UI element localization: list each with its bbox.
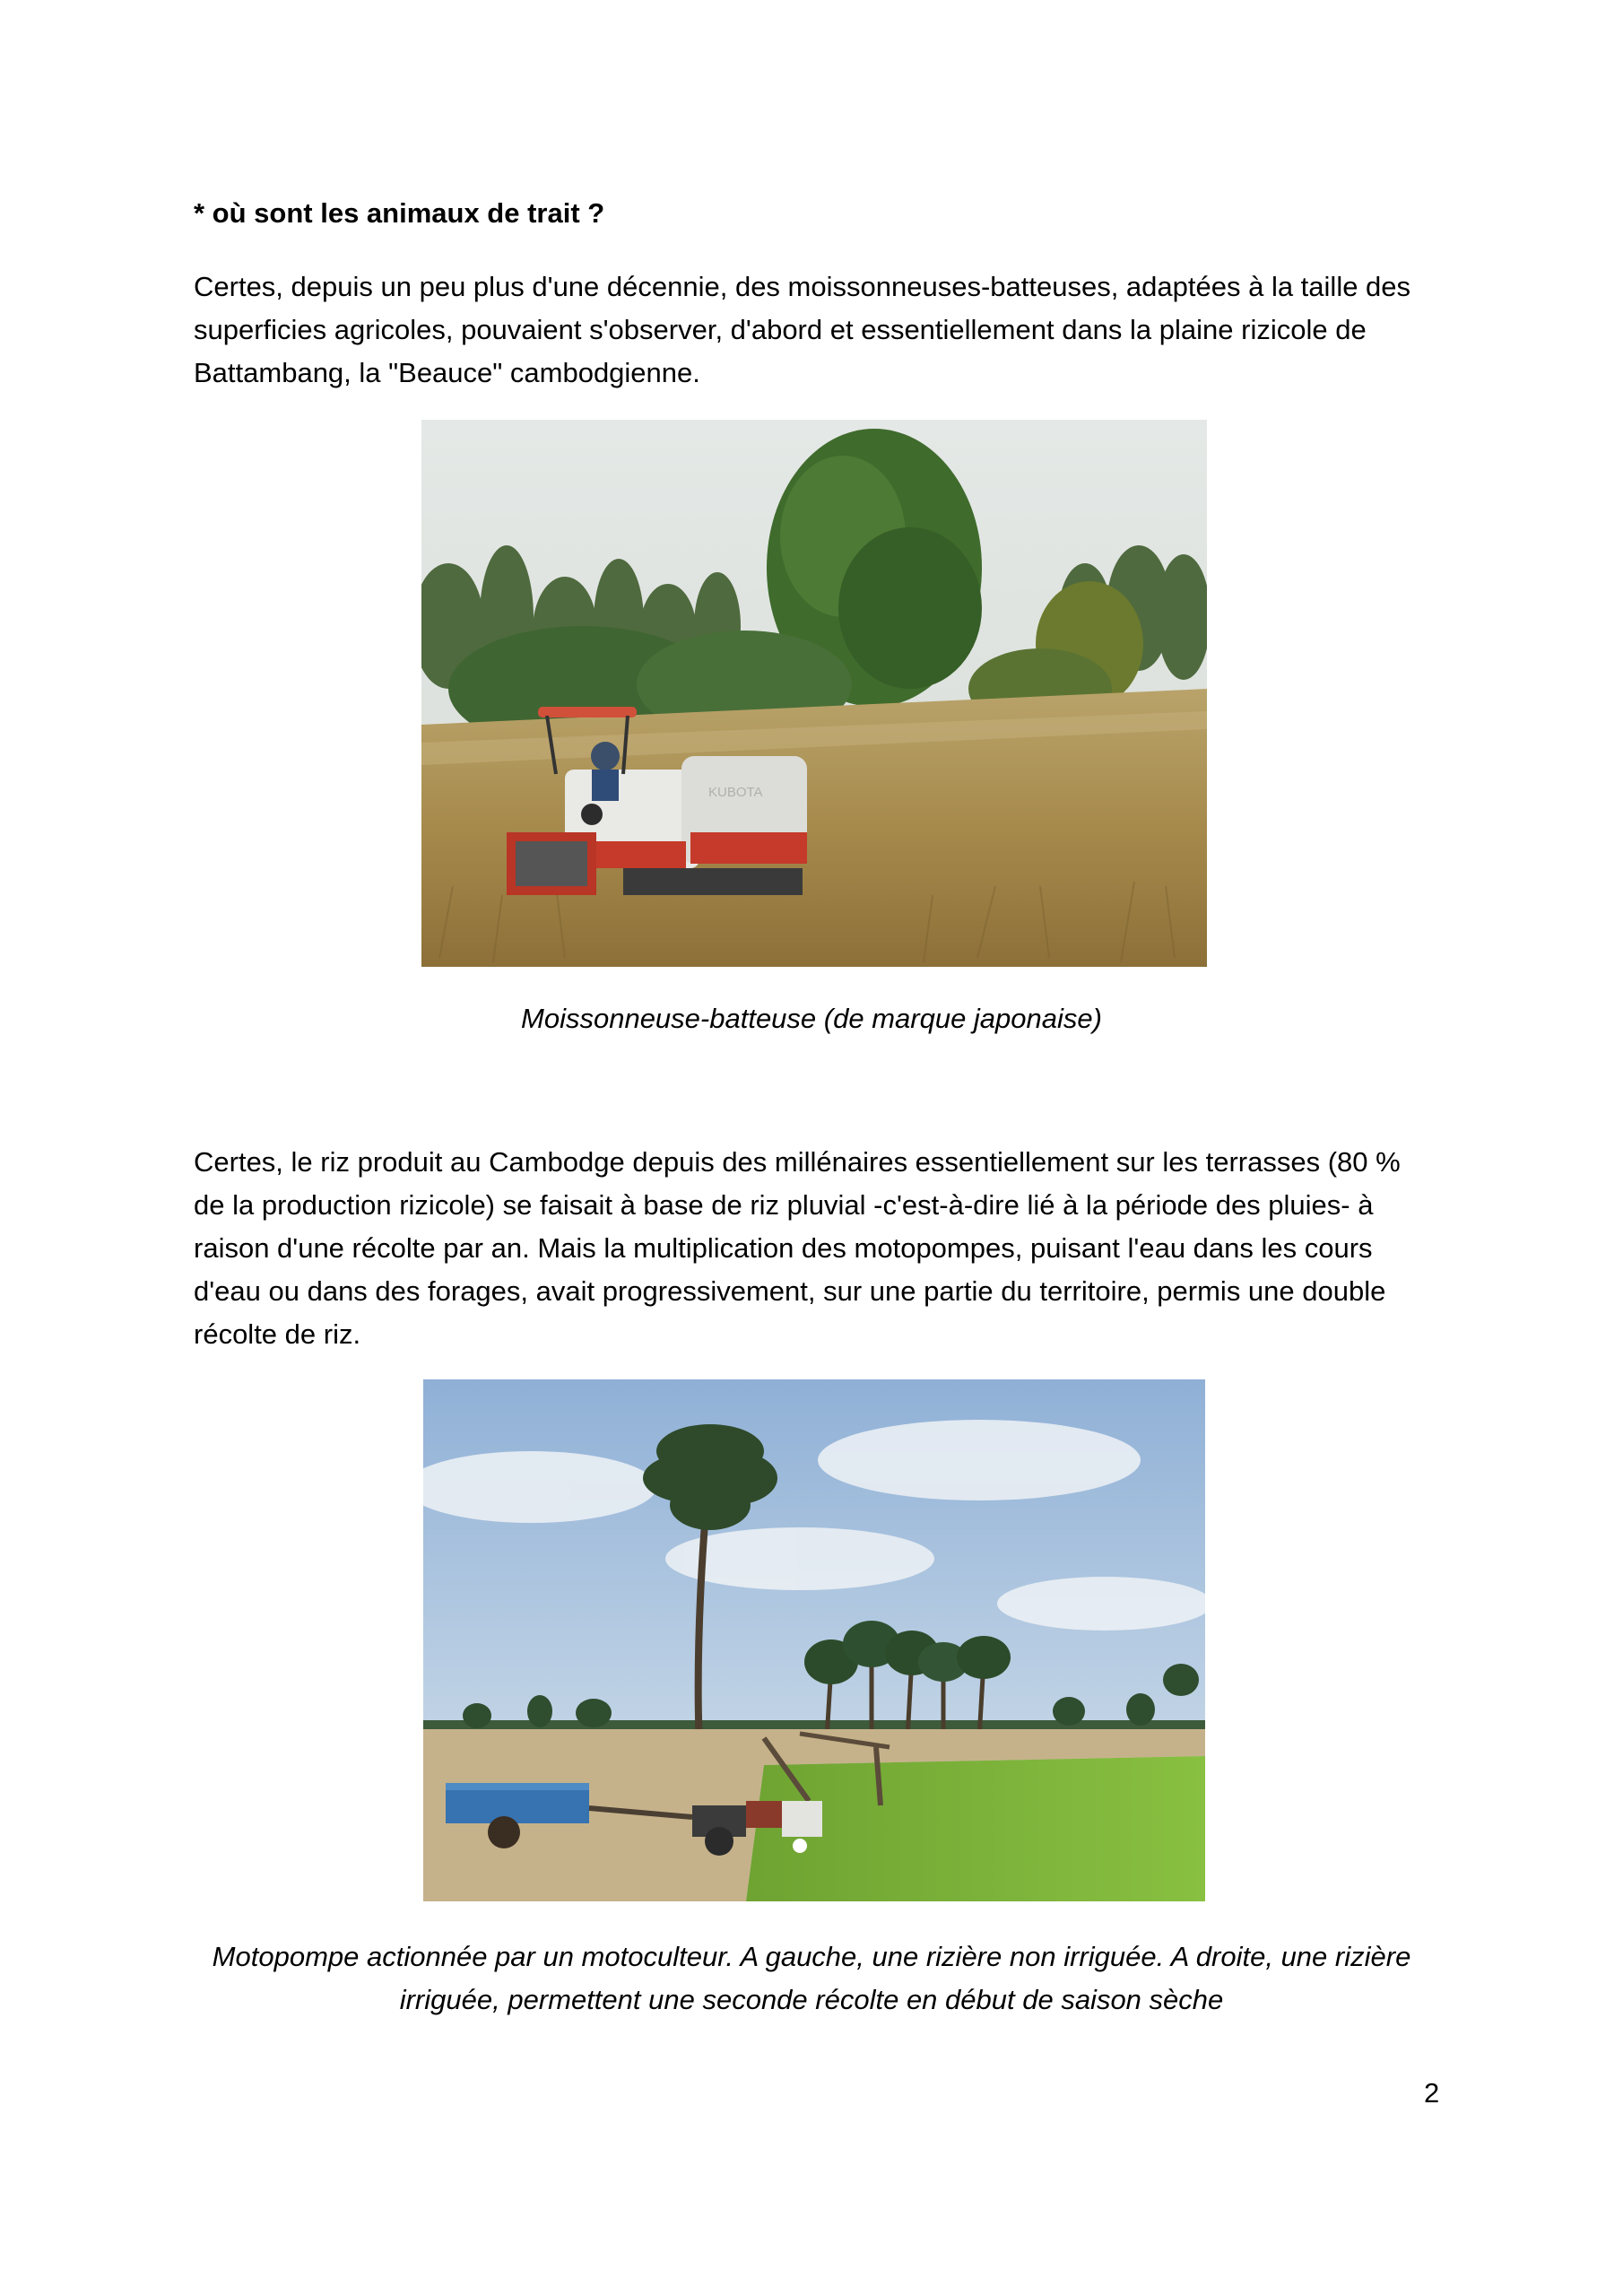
page-number: 2 [1424,2077,1440,2109]
harvester-brand: KUBOTA [708,785,763,800]
paragraph-harvesters: Certes, depuis un peu plus d'une décennie, des moissonneuses-batteuses, adaptées à la taille des superficies agricoles, pouvaient s'observer, d'abord et essentiellement dans la plaine rizicole de Battambang, la "Beauce" cambodgienne. [194,271,1411,388]
harvester-caption: Moissonneuse-batteuse (de marque japonaise) [521,1003,1102,1034]
motor-pump-caption-line1: Motopompe actionnée par un motoculteur. A gauche, une rizière non irriguée. A droite, une rizière [212,1941,1411,1972]
motor-pump-caption-line2: irriguée, permettent une seconde récolte en début de saison sèche [399,1984,1224,2015]
section-heading: * où sont les animaux de trait ? [194,197,605,229]
harvester-photo [421,420,1207,967]
paragraph-rice-pumps: Certes, le riz produit au Cambodge depuis des millénaires essentiellement sur les terrasses (80 % de la production rizicole) se faisait à base de riz pluvial -c'est-à-dire lié à la période des pluies- à raison d'une récolte par an. Mais la multiplication des motopompes, puisant l'eau dans les cours d'eau ou dans des forages, avait progressivement, sur une partie du territoire, permis une double récolte de riz. [194,1146,1401,1350]
motor-pump-photo [423,1379,1205,1901]
